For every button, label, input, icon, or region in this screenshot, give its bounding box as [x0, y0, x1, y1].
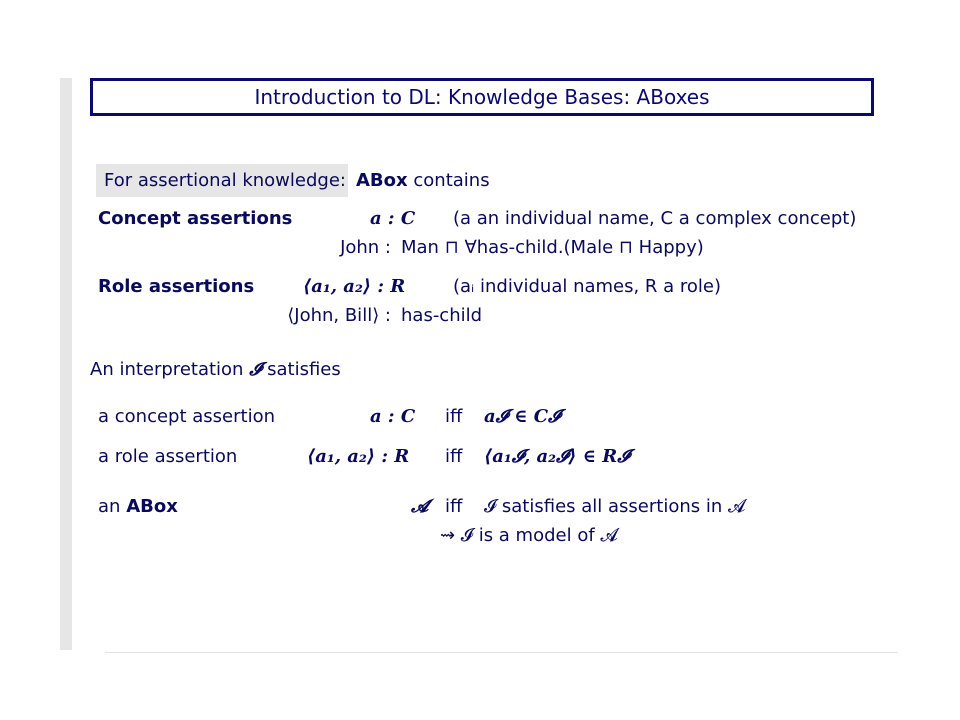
role-assertion-formula: ⟨a₁, a₂⟩ : R — [303, 276, 406, 297]
concept-assertion-formula: a : C — [370, 208, 416, 229]
concept-example-body: Man ⊓ ∀has-child.(Male ⊓ Happy) — [401, 237, 704, 258]
role-assertion-note: (aᵢ individual names, R a role) — [453, 276, 722, 297]
abox-satisfaction-iff: iff — [445, 496, 463, 517]
concept-satisfaction-label: a concept assertion — [98, 406, 275, 427]
slide-bottom-rule — [105, 652, 898, 653]
concept-example-subject: John : — [340, 237, 391, 258]
concept-satisfaction-condition: a𝓘 ∈ C𝓘 — [484, 406, 561, 427]
interpretation-suffix: satisfies — [267, 359, 341, 380]
concept-satisfaction-formula: a : C — [370, 406, 416, 427]
abox-term: ABox — [356, 170, 408, 191]
role-satisfaction-condition: ⟨a₁𝓘, a₂𝓘⟩ ∈ R𝓘 — [484, 446, 630, 467]
role-example-body: has-child — [401, 305, 483, 326]
concept-assertion-note: (a an individual name, C a complex concept) — [453, 208, 857, 229]
role-assertions-heading: Role assertions — [98, 276, 255, 297]
slide-title — [90, 78, 874, 116]
intro-line — [356, 169, 490, 193]
abox-label-word: ABox — [126, 496, 178, 517]
intro-highlight-text: For assertional knowledge: — [104, 170, 346, 191]
abox-label-prefix: an — [98, 496, 121, 517]
concept-assertions-heading: Concept assertions — [98, 208, 293, 229]
interpretation-prefix: An interpretation — [90, 359, 244, 380]
intro-contains: contains — [413, 170, 490, 191]
abox-satisfaction-condition: 𝓘 satisfies all assertions in 𝓐 — [484, 496, 746, 517]
concept-satisfaction-iff: iff — [445, 406, 463, 427]
role-satisfaction-iff: iff — [445, 446, 463, 467]
interpretation-symbol: 𝓘 — [249, 359, 262, 380]
role-example-subject: ⟨John, Bill⟩ : — [287, 305, 391, 326]
role-satisfaction-label: a role assertion — [98, 446, 238, 467]
abox-satisfaction-formula: 𝓐 — [411, 496, 429, 517]
interpretation-heading — [90, 358, 341, 382]
role-satisfaction-formula: ⟨a₁, a₂⟩ : R — [307, 446, 410, 467]
slide-sidebar — [60, 78, 72, 650]
abox-model-consequence: ⇝ 𝓘 is a model of 𝓐 — [440, 525, 618, 546]
slide-title-text: Introduction to DL: Knowledge Bases: ABoxes — [254, 85, 710, 109]
abox-satisfaction-label — [98, 495, 178, 519]
